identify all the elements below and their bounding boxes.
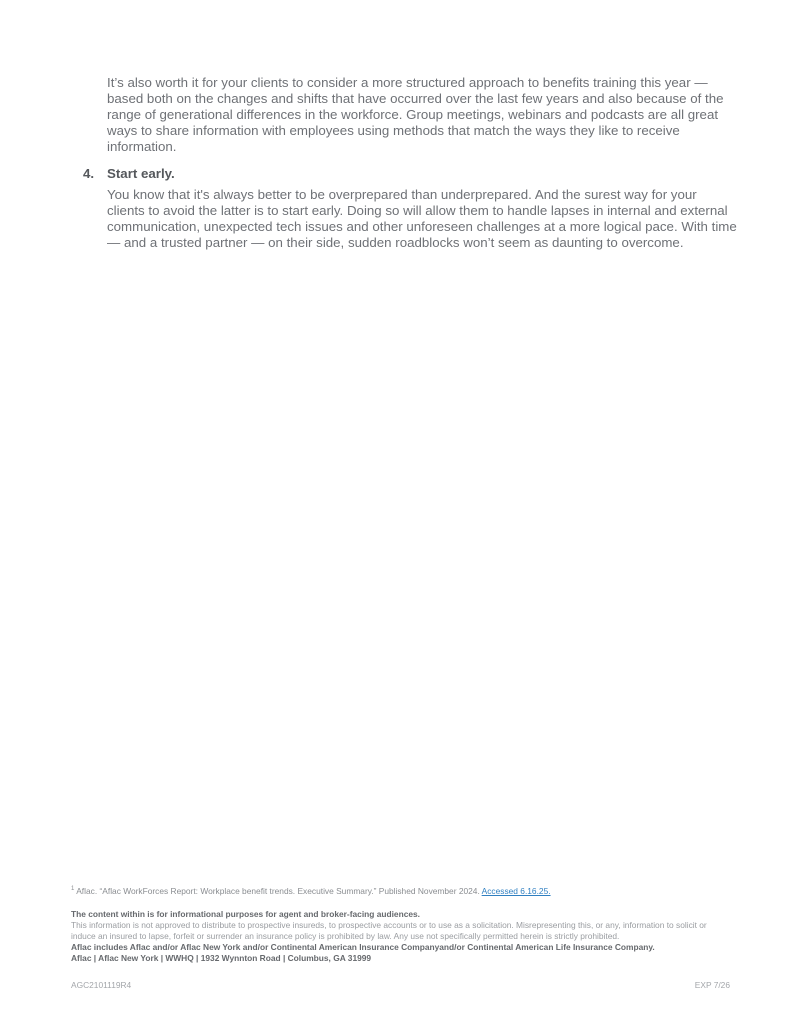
disclaimer-address: Aflac | Aflac New York | WWHQ | 1932 Wynnton Road | Columbus, GA 31999 (71, 953, 372, 963)
footnote-marker: 1 (71, 886, 75, 892)
list-item-body: You know that it's always better to be overprepared than underprepared. And the surest way for your clients to avoid the latter is to start early. Doing so will allow them to handle lapses in internal and external communication, unexpected tech issues and other unforeseen challenges at a more logical pace. With time — and a trusted partner — on their side, sudden roadblocks won’t seem as daunting to overcome. (107, 187, 737, 250)
expiry-date: EXP 7/26 (694, 980, 730, 990)
list-item-number: 4. (83, 166, 95, 181)
disclaimer-audience: The content within is for informational purposes for agent and broker-facing audiences. (71, 909, 420, 919)
list-item-heading: Start early. (107, 166, 175, 181)
disclaimer-companies: Aflac includes Aflac and/or Aflac New York and/or Continental American Insurance Companyand/or Continental American Life Insurance Company. (71, 942, 655, 952)
disclaimer-notice: This information is not approved to distribute to prospective insureds, to prospective accounts or to use as a solicitation. Misrepresenting this, or any, information to solicit or induce an insured to lapse, forfeit or surrender an insurance policy is prohibited by law. Any use not specifically permitted herein is strictly prohibited. (71, 920, 707, 941)
disclaimer (71, 909, 731, 964)
footnote-text: Aflac. “Aflac WorkForces Report: Workplace benefit trends. Executive Summary.” Published November 2024. (76, 886, 480, 896)
footnote (71, 886, 551, 896)
intro-paragraph: It’s also worth it for your clients to consider a more structured approach to benefits training this year — based both on the changes and shifts that have occurred over the last few years and also because of the range of generational differences in the workforce. Group meetings, webinars and podcasts are all great ways to share information with employees using methods that match the ways they like to receive information. (107, 75, 724, 154)
document-code: AGC2101119R4 (71, 980, 132, 990)
footnote-accessed-link[interactable]: Accessed 6.16.25. (481, 886, 551, 896)
